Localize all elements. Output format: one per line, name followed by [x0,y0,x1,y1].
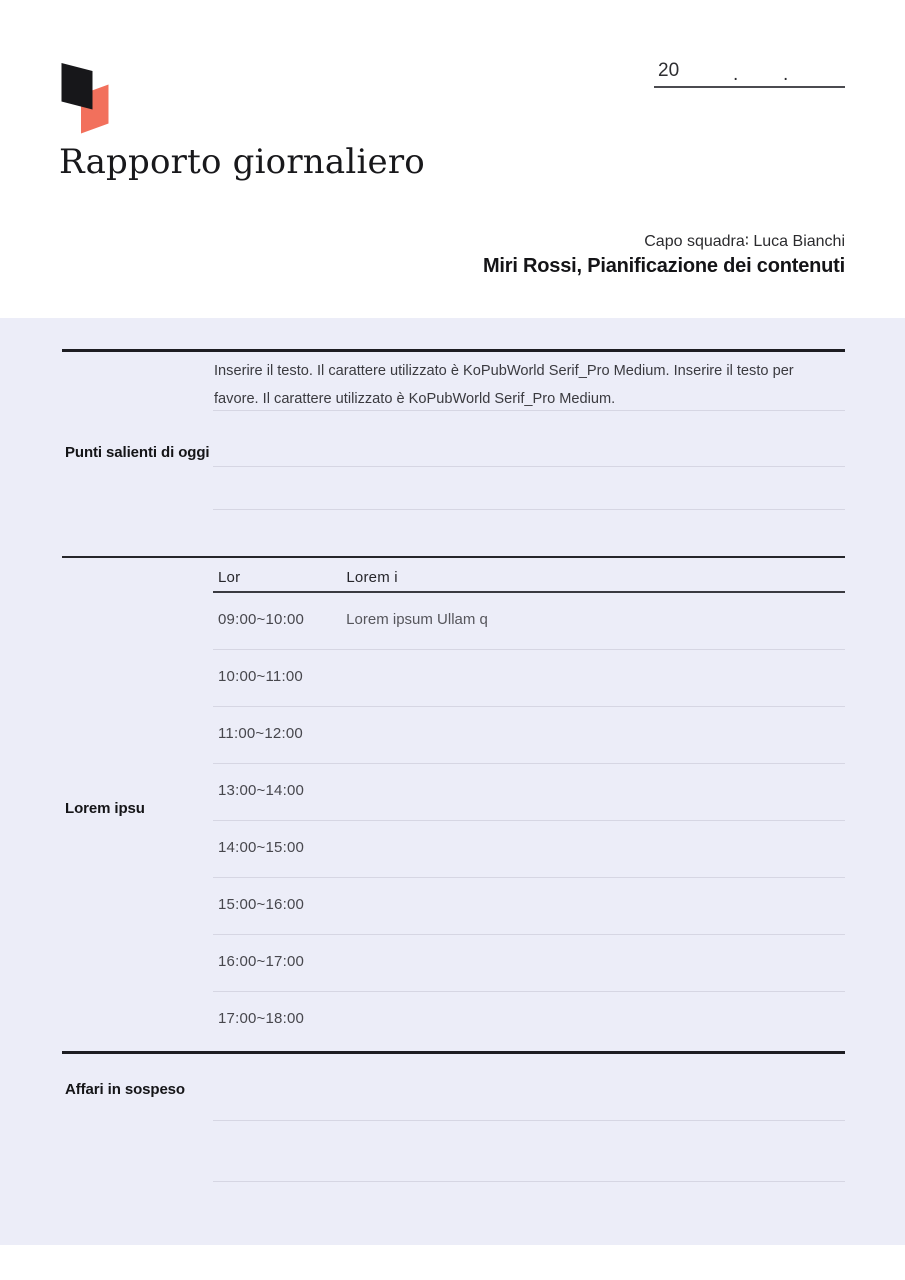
section-pending-label: Affari in sospeso [65,1081,185,1098]
pending-row-empty [213,1054,845,1121]
schedule-row [213,650,845,707]
schedule-row [213,764,845,821]
date-year-prefix: 20 [658,60,680,81]
schedule-time-cell: 15:00~16:00 [218,896,305,913]
section-schedule-label: Lorem ipsu [65,800,145,817]
schedule-col-header-entry: Lorem i [346,569,398,586]
schedule-row [213,593,845,650]
schedule-col-header-time: Lor [218,569,241,586]
highlights-row-empty [213,411,845,467]
logo-black-shape [62,63,93,110]
section-highlights-label: Punti salienti di oggi [65,444,210,461]
team-lead-line: Capo squadra∶ Luca Bianchi [644,233,845,250]
schedule-row [213,992,845,1049]
date-fill-in-field [654,58,845,88]
schedule-time-cell: 16:00~17:00 [218,953,305,970]
highlights-row [213,352,845,411]
schedule-row [213,707,845,764]
page-title: Rapporto giornaliero [59,142,425,182]
highlights-row-empty [213,467,845,510]
section-pending [62,1051,845,1182]
schedule-time-cell: 09:00~10:00 [218,611,305,628]
date-separator-dot: . [733,64,739,85]
schedule-row [213,878,845,935]
schedule-row [213,935,845,992]
author-line: Miri Rossi, Pianificazione dei contenuti [482,255,845,277]
schedule-time-cell: 10:00~11:00 [218,668,303,685]
company-logo-icon [61,62,109,134]
date-separator-dot: . [783,64,789,85]
schedule-header-row [213,558,845,593]
pending-row-empty [213,1121,845,1182]
schedule-time-cell: 13:00~14:00 [218,782,305,799]
section-highlights [62,349,845,558]
schedule-time-cell: 11:00~12:00 [218,725,303,742]
section-highlights-body [213,352,845,510]
section-schedule [62,556,845,1051]
highlights-note-text: Inserire il testo. Il carattere utilizzato è KoPubWorld Serif_Pro Medium. Inserire il testo per favore. Il carattere utilizzato è KoPubWorld Serif_Pro Medium. [214,363,794,407]
section-pending-body [213,1054,845,1182]
schedule-time-cell: 17:00~18:00 [218,1010,305,1027]
schedule-time-cell: 14:00~15:00 [218,839,305,856]
schedule-entry-cell: Lorem ipsum Ullam q [346,611,488,628]
schedule-table [213,558,845,1049]
schedule-row [213,821,845,878]
